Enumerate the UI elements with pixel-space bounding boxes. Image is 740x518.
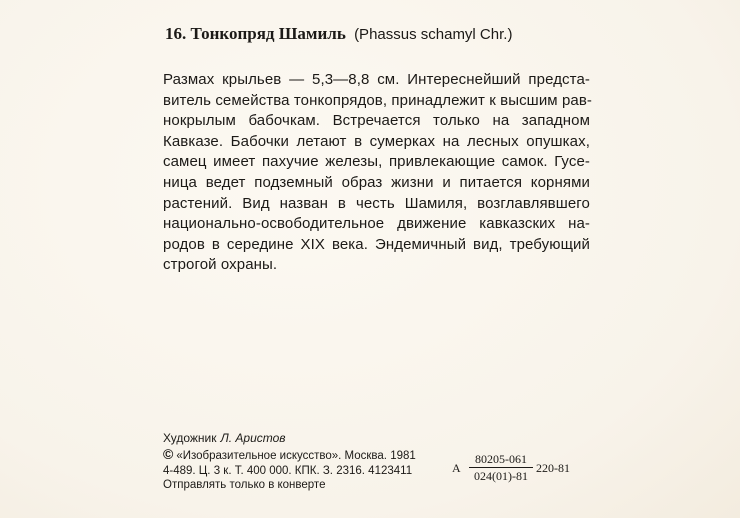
index-fraction xyxy=(469,452,533,483)
index-denominator: 024(01)-81 xyxy=(474,469,528,483)
description-line: витель семейства тонкопрядов, принадлежит к высшим рав- xyxy=(163,91,593,109)
artist-label: Художник xyxy=(163,431,217,445)
artist-credit xyxy=(163,431,286,445)
description-line: растений. Вид назван в честь Шамиля, возглавлявшего xyxy=(163,194,590,212)
index-suffix: 220-81 xyxy=(536,461,570,475)
copyright-icon: © xyxy=(163,446,174,462)
description-line: строгой охраны. xyxy=(163,256,278,274)
species-description xyxy=(163,70,593,276)
publisher-text: «Изобразительное искусство». Москва. 1981 xyxy=(176,450,416,462)
description-line: национально-освободительное движение кавказских на- xyxy=(163,215,590,233)
artist-name: Л. Аристов xyxy=(220,431,286,445)
print-info-line: 4-489. Ц. 3 к. Т. 400 000. КПК. З. 2316. 4123411 xyxy=(163,464,413,477)
description-line: самец имеет пахучие железы, привлекающие самок. Гусе- xyxy=(163,153,590,171)
mailing-note: Отправлять только в конверте xyxy=(163,479,326,491)
description-line: Кавказе. Бабочки летают в сумерках на лесных опушках, xyxy=(163,132,590,150)
index-numerator: 80205-061 xyxy=(469,452,533,468)
card-heading xyxy=(165,24,512,45)
description-line: Размах крыльев — 5,3—8,8 см. Интереснейший предста- xyxy=(163,71,590,88)
index-letter: А xyxy=(452,461,461,475)
description-line: нокрылым бабочкам. Встречается только на западном xyxy=(163,112,590,130)
species-name: Тонкопряд Шамиль xyxy=(190,24,346,43)
description-line: родов в середине XIX века. Эндемичный вид, требующий xyxy=(163,235,590,253)
card-number: 16. xyxy=(165,24,187,43)
species-latin-name: (Phassus schamyl Chr.) xyxy=(354,26,513,43)
publisher-imprint xyxy=(163,447,416,493)
publisher-line xyxy=(163,447,416,464)
description-line: ница ведет подземный образ жизни и питается корнями xyxy=(163,173,590,191)
